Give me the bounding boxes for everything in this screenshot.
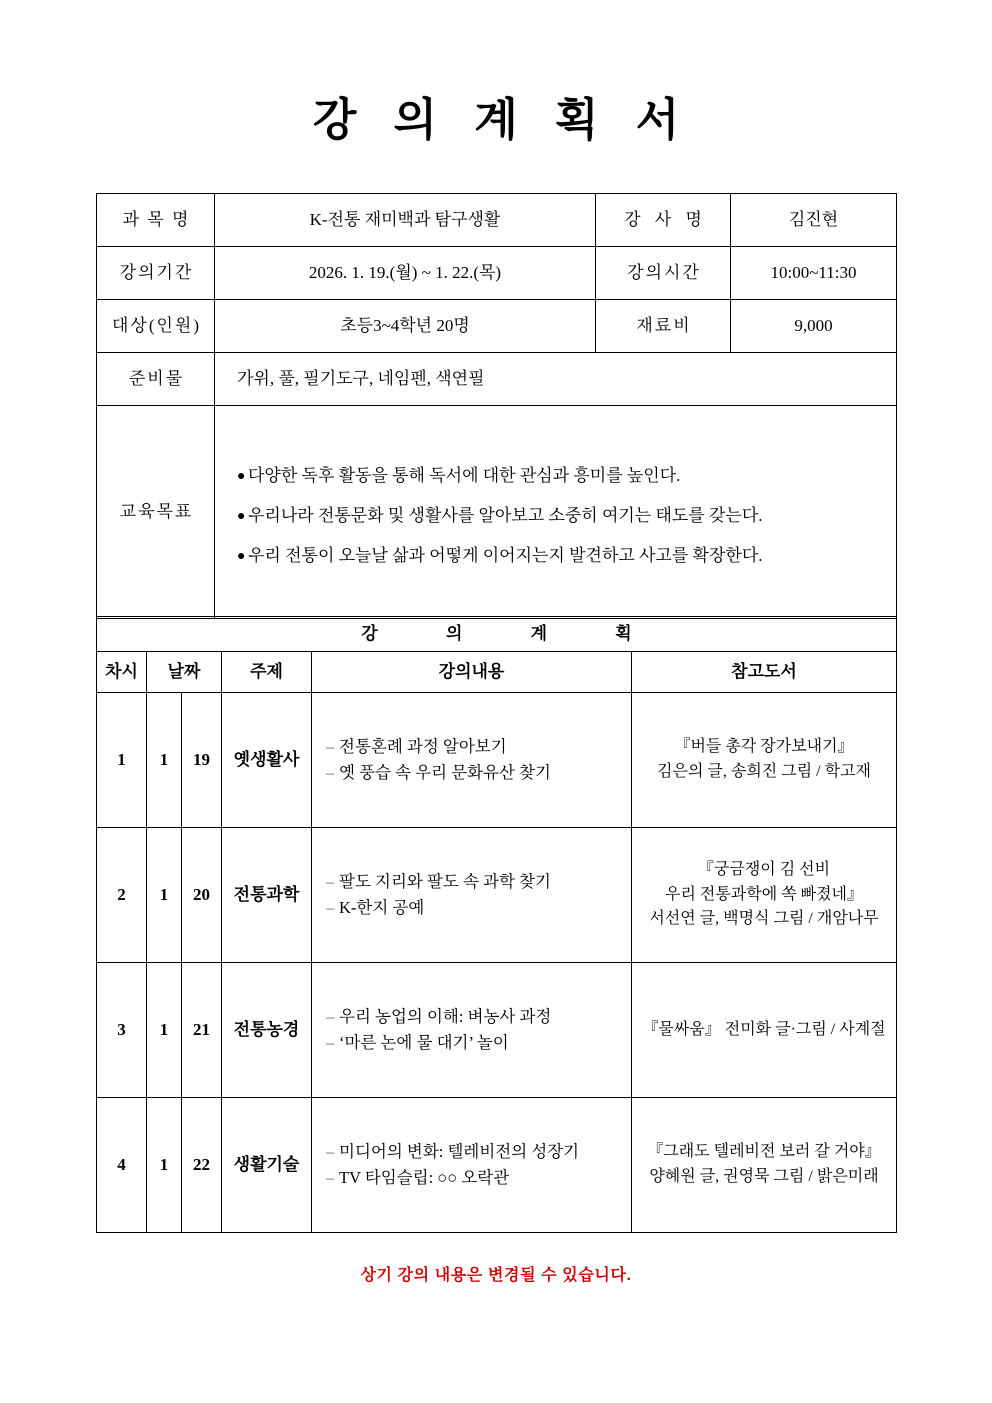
column-header-reference: 참고도서 [632,652,897,693]
content-line [326,1030,631,1056]
subject-value: K-전통 재미백과 탐구생활 [215,194,596,247]
reference-line: 서선연 글, 백명식 그림 / 개암나무 [649,910,879,928]
goals-cell [215,406,897,619]
content-text: K-한지 공예 [339,898,425,917]
dash-icon: – [326,871,335,891]
target-value: 초등3~4학년 20명 [215,300,596,353]
column-header-content: 강의내용 [312,652,632,693]
session-number: 2 [97,828,147,963]
content-line [326,1165,631,1191]
content-line [326,869,631,895]
table-row-goals [97,406,897,619]
content-cell [312,1098,632,1233]
session-number: 1 [97,693,147,828]
date-day: 21 [182,963,222,1098]
reference-cell [632,1098,897,1233]
goal-text: 우리 전통이 오늘날 삶과 어떻게 이어지는지 발견하고 사고를 확장한다. [248,545,763,565]
dash-icon: – [326,1141,335,1161]
period-value: 2026. 1. 19.(월) ~ 1. 22.(목) [215,247,596,300]
session-number: 4 [97,1098,147,1233]
goals-label: 교육목표 [97,406,215,619]
content-line [326,1004,631,1030]
topic-value: 생활기술 [222,1098,312,1233]
bullet-icon: ● [237,508,246,524]
reference-cell [632,828,897,963]
topic-value: 전통과학 [222,828,312,963]
period-label: 강의기간 [97,247,215,300]
content-text: 미디어의 변화: 텔레비전의 성장기 [339,1141,580,1161]
dash-icon: – [326,1006,335,1026]
table-row-period [97,247,897,300]
date-month: 1 [147,828,182,963]
goals-list [215,461,896,564]
table-row [97,963,897,1098]
target-label: 대상(인원) [97,300,215,353]
reference-line: 김은의 글, 송희진 그림 / 학고재 [657,763,871,780]
column-header-date: 날짜 [147,652,222,693]
content-line [326,895,631,921]
goal-text: 다양한 독후 활동을 통해 독서에 대한 관심과 흥미를 높인다. [248,465,681,485]
content-line [326,734,631,760]
date-month: 1 [147,963,182,1098]
content-line [326,760,631,786]
list-item [237,547,896,564]
page-title: 강 의 계 획 서 [312,95,693,145]
content-text: 팔도 지리와 팔도 속 과학 찾기 [339,871,551,891]
session-number: 3 [97,963,147,1098]
content-text: 전통혼례 과정 알아보기 [339,736,507,756]
lecture-plan-table [96,616,897,1233]
content-text: TV 타임슬립: ○○ 오락관 [339,1168,510,1187]
table-row [97,828,897,963]
table-row [97,693,897,828]
plan-banner-row [97,617,897,652]
table-row-materials [97,353,897,406]
column-header-session: 차시 [97,652,147,693]
content-cell [312,693,632,828]
date-month: 1 [147,693,182,828]
date-day: 19 [182,693,222,828]
time-value: 10:00~11:30 [731,247,897,300]
content-cell [312,828,632,963]
dash-icon: – [326,736,335,756]
bullet-icon: ● [237,548,246,564]
topic-value: 옛생활사 [222,693,312,828]
date-month: 1 [147,1098,182,1233]
content-text: 옛 풍습 속 우리 문화유산 찾기 [339,763,551,782]
reference-cell [632,693,897,828]
instructor-label: 강 사 명 [596,194,731,247]
footer-note: 상기 강의 내용은 변경될 수 있습니다. [360,1267,632,1284]
list-item [237,507,896,524]
dash-icon: – [326,898,335,917]
goal-text: 우리나라 전통문화 및 생활사를 알아보고 소중히 여기는 태도를 갖는다. [248,505,763,525]
table-row-subject [97,194,897,247]
column-header-topic: 주제 [222,652,312,693]
reference-line: 양혜원 글, 권영묵 그림 / 밝은미래 [649,1168,879,1185]
reference-line: 우리 전통과학에 쏙 빠졌네』 [664,885,864,903]
instructor-value: 김진현 [731,194,897,247]
materials-value: 가위, 풀, 필기도구, 네임펜, 색연필 [215,353,897,406]
reference-line: 『그래도 텔레비전 보러 갈 거야』 [647,1143,881,1161]
date-day: 20 [182,828,222,963]
reference-line: 『물싸움』 전미화 글·그림 / 사계절 [642,1020,886,1038]
time-label: 강의시간 [596,247,731,300]
content-line [326,1139,631,1165]
content-cell [312,963,632,1098]
reference-line: 『궁금쟁이 김 선비 [697,860,831,878]
fee-label: 재료비 [596,300,731,353]
content-text: 우리 농업의 이해: 벼농사 과정 [339,1006,552,1026]
content-text: ‘마른 논에 물 대기’ 놀이 [339,1033,509,1052]
dash-icon: – [326,763,335,782]
reference-cell [632,963,897,1098]
reference-line: 『버들 총각 장가보내기』 [674,738,854,756]
date-day: 22 [182,1098,222,1233]
dash-icon: – [326,1168,335,1187]
materials-label: 준비물 [97,353,215,406]
dash-icon: – [326,1033,335,1052]
plan-banner: 강 의 계 획 [97,617,897,652]
bullet-icon: ● [237,468,246,484]
plan-header-row [97,652,897,693]
table-row [97,1098,897,1233]
list-item [237,467,896,484]
table-row-target [97,300,897,353]
topic-value: 전통농경 [222,963,312,1098]
fee-value: 9,000 [731,300,897,353]
subject-label: 과 목 명 [97,194,215,247]
course-info-table [96,193,897,619]
